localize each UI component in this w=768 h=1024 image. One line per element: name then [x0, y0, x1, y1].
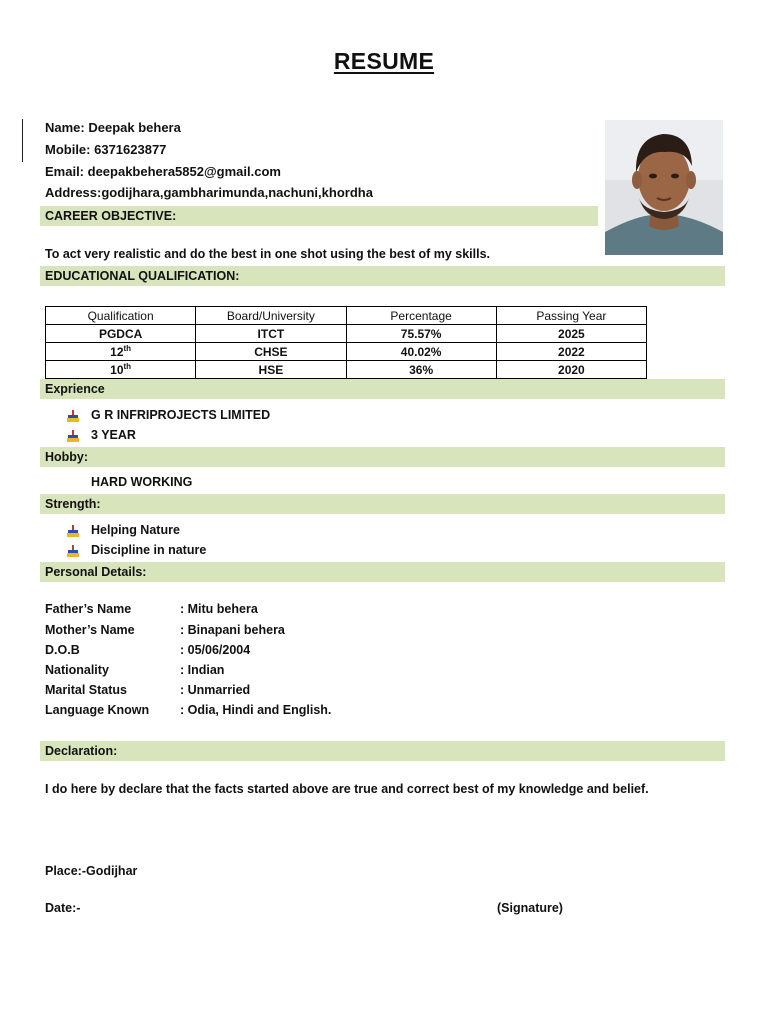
strength-item-text: Helping Nature	[91, 523, 180, 537]
date-line: Date:-	[45, 901, 81, 915]
father-name-value: : Mitu behera	[180, 602, 258, 616]
profile-photo-image	[605, 120, 723, 255]
place-line: Place:-Godijhar	[45, 864, 138, 878]
contact-mobile: Mobile: 6371623877	[45, 142, 167, 157]
cell-qualification: 10th	[46, 361, 196, 379]
experience-item-text: G R INFRIPROJECTS LIMITED	[91, 408, 271, 422]
hobby-heading: Hobby:	[40, 447, 725, 467]
experience-item-text: 3 YEAR	[91, 428, 136, 442]
experience-heading: Exprience	[40, 379, 725, 399]
cell-qualification: 12th	[46, 343, 196, 361]
language-label: Language Known	[45, 703, 150, 717]
contact-email: Email: deepakbehera5852@gmail.com	[45, 164, 281, 179]
nationality-value: : Indian	[180, 663, 225, 677]
column-header-percentage: Percentage	[346, 307, 496, 325]
personal-details-heading: Personal Details:	[40, 562, 725, 582]
cell-qualification: PGDCA	[46, 325, 196, 343]
cell-board: CHSE	[196, 343, 346, 361]
bullet-icon	[67, 410, 79, 422]
strength-heading: Strength:	[40, 494, 725, 514]
cell-board: HSE	[196, 361, 346, 379]
profile-photo	[605, 120, 723, 255]
career-objective-text: To act very realistic and do the best in one shot using the best of my skills.	[45, 247, 491, 261]
list-item	[67, 523, 180, 537]
nationality-label: Nationality	[45, 663, 109, 677]
mother-name-label: Mother’s Name	[45, 623, 135, 637]
career-objective-heading: CAREER OBJECTIVE:	[40, 206, 598, 226]
table-row	[46, 361, 647, 379]
cell-year: 2025	[496, 325, 646, 343]
cell-board: ITCT	[196, 325, 346, 343]
dob-value: : 05/06/2004	[180, 643, 251, 657]
contact-name: Name: Deepak behera	[45, 120, 181, 135]
text-cursor	[22, 119, 23, 162]
dob-label: D.O.B	[45, 643, 80, 657]
column-header-qualification: Qualification	[46, 307, 196, 325]
resume-title: RESUME	[333, 48, 435, 74]
column-header-board: Board/University	[196, 307, 346, 325]
education-heading: EDUCATIONAL QUALIFICATION:	[40, 266, 725, 286]
bullet-icon	[67, 525, 79, 537]
list-item	[67, 543, 206, 557]
table-header-row	[46, 307, 647, 325]
bullet-icon	[67, 545, 79, 557]
cell-percentage: 36%	[346, 361, 496, 379]
education-table	[45, 306, 647, 379]
table-row	[46, 343, 647, 361]
cell-year: 2022	[496, 343, 646, 361]
father-name-label: Father’s Name	[45, 602, 132, 616]
language-value: : Odia, Hindi and English.	[180, 703, 332, 717]
table-row	[46, 325, 647, 343]
cell-percentage: 40.02%	[346, 343, 496, 361]
hobby-text: HARD WORKING	[91, 475, 193, 489]
strength-item-text: Discipline in nature	[91, 543, 207, 557]
signature-label: (Signature)	[497, 901, 563, 915]
contact-address: Address:godijhara,gambharimunda,nachuni,khordha	[45, 185, 373, 200]
mother-name-value: : Binapani behera	[180, 623, 285, 637]
marital-status-value: : Unmarried	[180, 683, 251, 697]
cell-percentage: 75.57%	[346, 325, 496, 343]
bullet-icon	[67, 430, 79, 442]
declaration-text: I do here by declare that the facts started above are true and correct best of my knowledge and belief.	[45, 782, 649, 796]
marital-status-label: Marital Status	[45, 683, 127, 697]
cell-year: 2020	[496, 361, 646, 379]
list-item	[67, 408, 270, 422]
list-item	[67, 428, 136, 442]
column-header-year: Passing Year	[496, 307, 646, 325]
declaration-heading: Declaration:	[40, 741, 725, 761]
